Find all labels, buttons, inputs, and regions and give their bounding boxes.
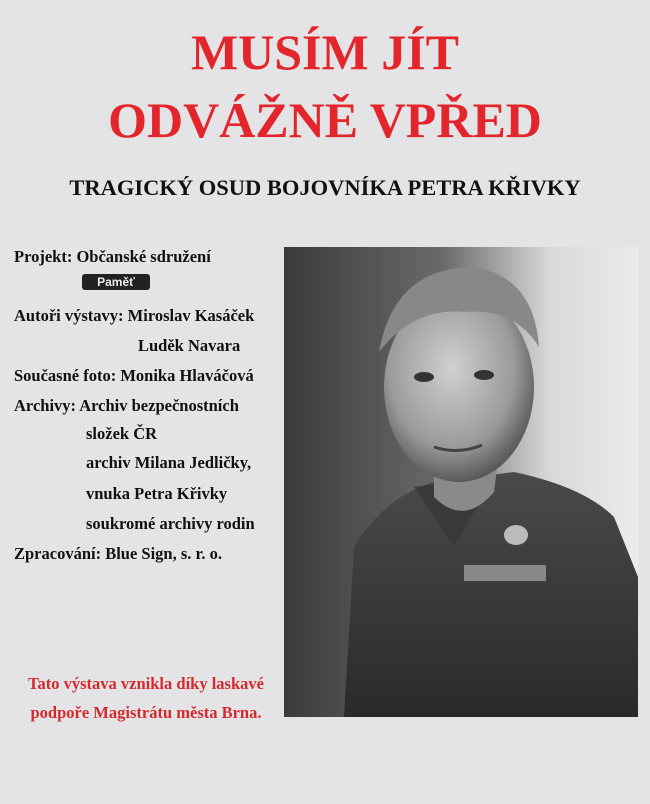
credit-archives-3: archiv Milana Jedličky, <box>86 453 252 472</box>
credit-project: Projekt: Občanské sdružení <box>14 247 211 266</box>
credit-authors: Autoři výstavy: Miroslav Kasáček <box>14 306 255 325</box>
poster-title-line2: ODVÁŽNĚ VPŘED <box>108 92 542 148</box>
credit-archives: Archivy: Archiv bezpečnostních <box>14 396 239 415</box>
credit-processing: Zpracování: Blue Sign, s. r. o. <box>14 544 222 563</box>
pamet-logo: Paměť <box>82 274 150 290</box>
thanks-line2: podpoře Magistrátu města Brna. <box>30 703 262 722</box>
credit-authors-2: Luděk Navara <box>138 336 241 355</box>
poster-title-line1: MUSÍM JÍT <box>190 24 460 80</box>
credit-archives-2: složek ČR <box>86 424 158 443</box>
portrait-photo <box>284 247 638 717</box>
credit-archives-4: vnuka Petra Křivky <box>86 484 228 503</box>
thanks-line1: Tato výstava vznikla díky laskavé <box>28 674 264 693</box>
credit-photo: Současné foto: Monika Hlaváčová <box>14 366 254 385</box>
credit-archives-5: soukromé archivy rodin <box>86 514 255 533</box>
poster-subtitle: TRAGICKÝ OSUD BOJOVNÍKA PETRA KŘIVKY <box>69 175 581 200</box>
